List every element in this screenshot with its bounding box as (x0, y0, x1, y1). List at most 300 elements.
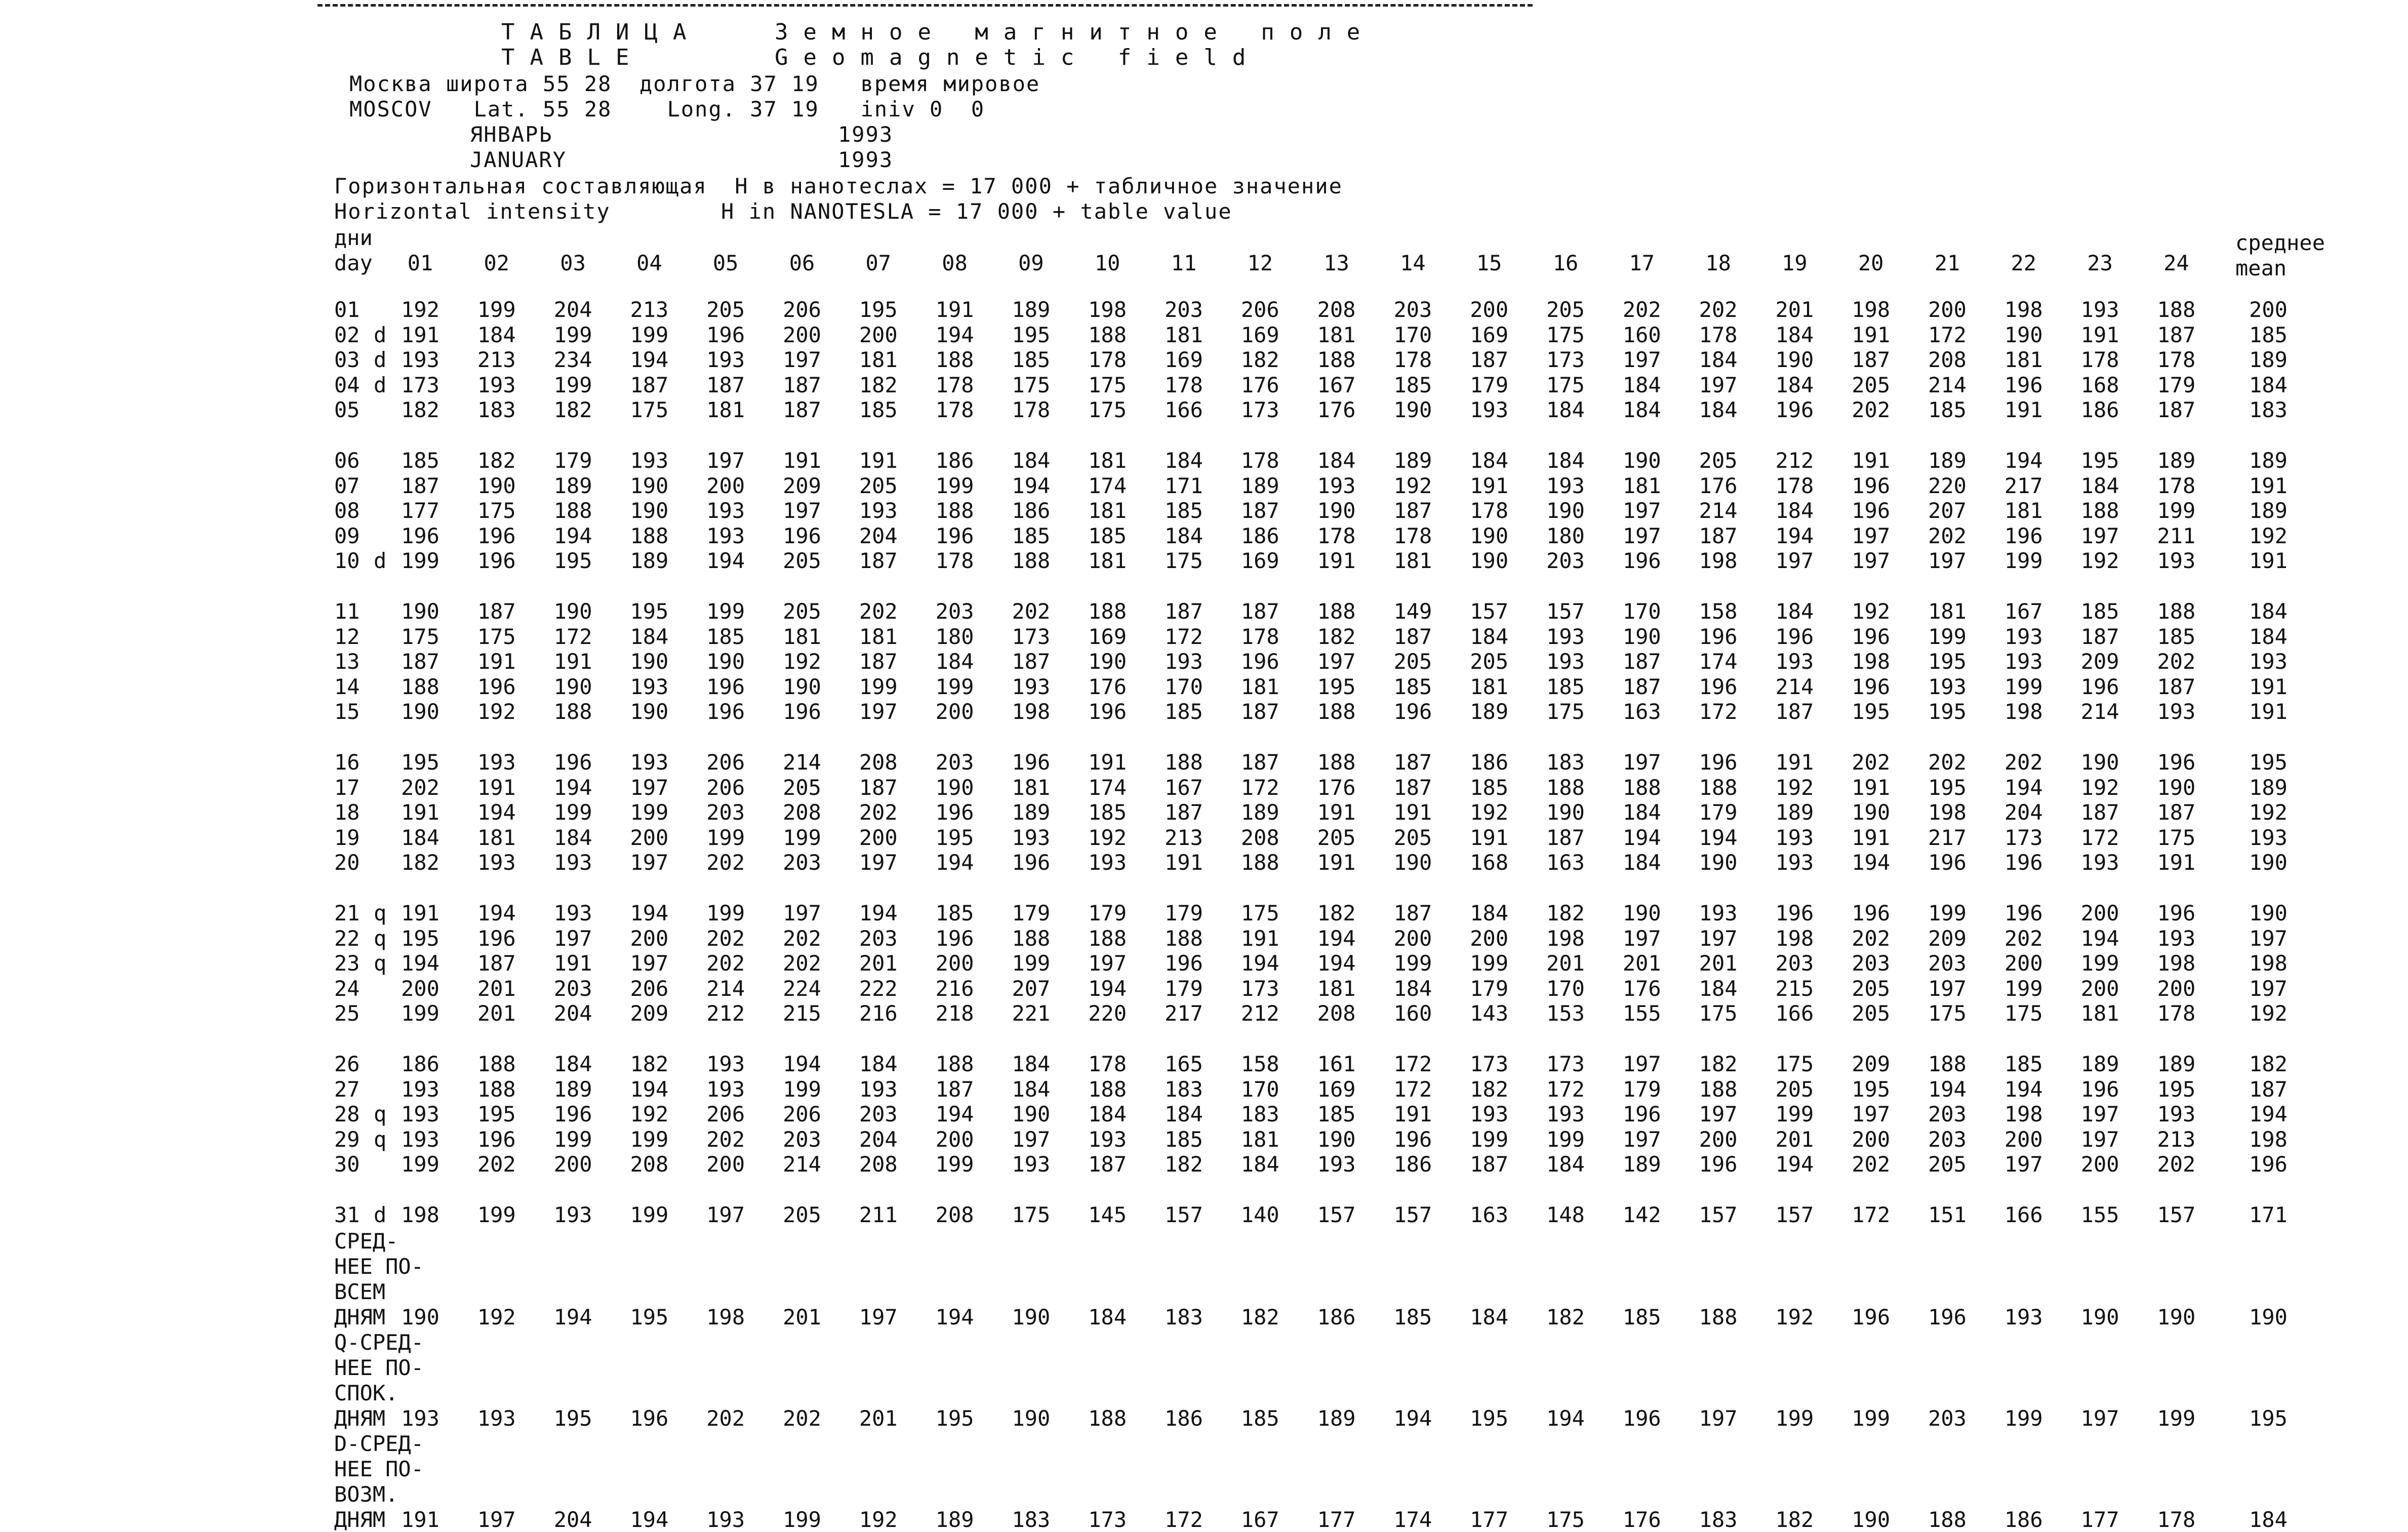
table-cell: 167 (1165, 775, 1203, 800)
table-cell: 211 (859, 1202, 898, 1227)
summary-cell: 167 (1240, 1507, 1279, 1532)
table-cell: 187 (783, 397, 821, 423)
table-cell: 173 (2004, 825, 2043, 850)
table-cell: 155 (1622, 1001, 1661, 1026)
table-cell: 155 (2080, 1202, 2119, 1227)
table-cell: 197 (1699, 1102, 1738, 1127)
subject-en: Geomagnetic field (775, 45, 1261, 70)
summary-cell: 174 (1393, 1507, 1432, 1532)
table-cell: 187 (2080, 624, 2119, 649)
row-mean-cell: 189 (2249, 448, 2287, 473)
summary-label-line: НЕЕ ПО- (334, 1355, 424, 1380)
table-cell: 172 (1393, 1076, 1432, 1102)
table-cell: 195 (1012, 322, 1051, 347)
table-cell: 194 (1088, 976, 1127, 1001)
table-cell: 194 (2004, 775, 2043, 800)
table-cell: 182 (1546, 901, 1585, 925)
hour-header-12: 12 (1247, 251, 1273, 275)
table-cell: 190 (2157, 775, 2196, 800)
table-cell: 191 (1165, 850, 1203, 875)
table-cell: 183 (1240, 1102, 1279, 1127)
table-cell: 198 (2004, 699, 2043, 724)
table-cell: 151 (1928, 1202, 1966, 1227)
table-cell: 208 (1317, 1001, 1356, 1026)
summary-cell: 177 (2080, 1507, 2119, 1532)
table-cell: 200 (935, 1126, 974, 1152)
table-cell: 182 (477, 448, 516, 473)
table-cell: 181 (1470, 674, 1509, 699)
table-cell: 178 (2157, 347, 2196, 373)
table-cell: 202 (1852, 750, 1891, 775)
table-cell: 193 (477, 372, 516, 397)
table-cell: 196 (401, 523, 439, 548)
table-cell: 188 (401, 674, 439, 699)
table-cell: 190 (1088, 649, 1127, 674)
row-mean-cell: 198 (2249, 1126, 2287, 1152)
table-cell: 193 (1317, 473, 1356, 498)
table-cell: 191 (1852, 825, 1891, 850)
table-cell: 203 (1775, 951, 1814, 976)
month-ru: ЯНВАРЬ (470, 122, 553, 147)
table-cell: 179 (1470, 976, 1509, 1001)
summary-label-line: ДНЯМ (334, 1507, 386, 1532)
summary-cell: 196 (1928, 1304, 1966, 1329)
table-cell: 202 (1928, 523, 1966, 548)
table-cell: 206 (706, 775, 745, 800)
row-mean-cell: 184 (2249, 372, 2287, 397)
table-cell: 200 (706, 473, 745, 498)
table-cell: 190 (1622, 901, 1661, 925)
table-cell: 199 (630, 322, 669, 347)
table-cell: 187 (401, 473, 439, 498)
table-cell: 190 (706, 649, 745, 674)
table-cell: 205 (706, 297, 745, 322)
table-cell: 184 (1088, 1102, 1127, 1127)
table-cell: 209 (1852, 1052, 1891, 1076)
table-cell: 198 (1852, 649, 1891, 674)
table-cell: 191 (1852, 322, 1891, 347)
table-cell: 197 (1012, 1126, 1051, 1152)
table-cell: 190 (1699, 850, 1738, 875)
table-cell: 221 (1012, 1001, 1051, 1026)
table-cell: 205 (1546, 297, 1585, 322)
row-day-label: 13 (334, 649, 360, 674)
table-cell: 190 (630, 699, 669, 724)
table-cell: 190 (1012, 1102, 1051, 1127)
table-cell: 193 (401, 1076, 439, 1102)
table-cell: 191 (1240, 925, 1279, 951)
table-cell: 194 (630, 901, 669, 925)
table-cell: 213 (1165, 825, 1203, 850)
table-cell: 200 (1852, 1126, 1891, 1152)
summary-cell: 183 (1165, 1304, 1203, 1329)
table-cell: 170 (1393, 322, 1432, 347)
table-cell: 213 (2157, 1126, 2196, 1152)
table-cell: 190 (477, 473, 516, 498)
table-cell: 185 (859, 397, 898, 423)
table-cell: 190 (630, 473, 669, 498)
table-cell: 176 (1240, 372, 1279, 397)
table-cell: 183 (1165, 1076, 1203, 1102)
table-cell: 205 (1317, 825, 1356, 850)
table-cell: 194 (1012, 473, 1051, 498)
table-cell: 205 (783, 775, 821, 800)
table-cell: 200 (630, 825, 669, 850)
row-day-label: 18 (334, 800, 360, 825)
summary-cell: 178 (2157, 1507, 2196, 1532)
table-cell: 196 (706, 322, 745, 347)
table-cell: 158 (1240, 1052, 1279, 1076)
table-cell: 194 (1928, 1076, 1966, 1102)
table-cell: 188 (1699, 775, 1738, 800)
table-cell: 197 (1699, 372, 1738, 397)
station-ru: Москва широта 55 28 долгота 37 19 время мировое (349, 71, 1040, 96)
table-cell: 193 (553, 850, 592, 875)
row-day-flag: d (374, 372, 387, 397)
table-cell: 193 (2080, 850, 2119, 875)
summary-cell: 182 (1775, 1507, 1814, 1532)
table-cell: 200 (2080, 976, 2119, 1001)
table-cell: 188 (1012, 548, 1051, 574)
summary-cell: 197 (1699, 1405, 1738, 1431)
table-cell: 189 (1775, 800, 1814, 825)
summary-mean-cell: 195 (2249, 1405, 2287, 1431)
table-cell: 187 (1546, 825, 1585, 850)
row-mean-cell: 185 (2249, 322, 2287, 347)
summary-cell: 172 (1165, 1507, 1203, 1532)
table-cell: 201 (477, 1001, 516, 1026)
table-cell: 187 (2157, 397, 2196, 423)
summary-cell: 195 (935, 1405, 974, 1431)
table-cell: 140 (1240, 1202, 1279, 1227)
table-cell: 143 (1470, 1001, 1509, 1026)
table-cell: 197 (1928, 548, 1966, 574)
table-cell: 184 (477, 322, 516, 347)
table-cell: 197 (1622, 347, 1661, 373)
row-mean-cell: 198 (2249, 951, 2287, 976)
table-cell: 196 (1775, 624, 1814, 649)
table-cell: 175 (1088, 372, 1127, 397)
table-cell: 160 (1622, 322, 1661, 347)
summary-cell: 190 (1852, 1507, 1891, 1532)
table-cell: 208 (859, 1152, 898, 1177)
table-cell: 190 (1852, 800, 1891, 825)
row-day-label: 12 (334, 624, 360, 649)
table-cell: 179 (1622, 1076, 1661, 1102)
table-cell: 200 (935, 699, 974, 724)
table-cell: 198 (1699, 548, 1738, 574)
summary-cell: 195 (1470, 1405, 1509, 1431)
row-mean-cell: 200 (2249, 297, 2287, 322)
summary-label-line: ВСЕМ (334, 1279, 386, 1304)
table-cell: 196 (1928, 850, 1966, 875)
table-cell: 190 (1470, 548, 1509, 574)
table-cell: 191 (2080, 322, 2119, 347)
table-cell: 185 (1088, 800, 1127, 825)
summary-cell: 184 (1088, 1304, 1127, 1329)
table-cell: 196 (706, 674, 745, 699)
table-cell: 181 (1088, 448, 1127, 473)
table-cell: 199 (1928, 901, 1966, 925)
table-cell: 193 (706, 498, 745, 523)
row-mean-cell: 191 (2249, 699, 2287, 724)
summary-cell: 196 (1852, 1304, 1891, 1329)
table-cell: 181 (2004, 347, 2043, 373)
row-day-label: 25 (334, 1001, 360, 1026)
hour-header-06: 06 (789, 251, 815, 275)
table-cell: 204 (2004, 800, 2043, 825)
table-cell: 195 (553, 548, 592, 574)
table-cell: 181 (1012, 775, 1051, 800)
table-cell: 197 (630, 951, 669, 976)
hour-header-11: 11 (1171, 251, 1197, 275)
table-cell: 184 (1317, 448, 1356, 473)
table-cell: 190 (935, 775, 974, 800)
table-cell: 180 (935, 624, 974, 649)
table-cell: 199 (1012, 951, 1051, 976)
table-cell: 199 (935, 473, 974, 498)
table-cell: 172 (1393, 1052, 1432, 1076)
table-cell: 161 (1317, 1052, 1356, 1076)
table-cell: 220 (1928, 473, 1966, 498)
table-cell: 200 (1699, 1126, 1738, 1152)
table-cell: 206 (630, 976, 669, 1001)
table-cell: 188 (1317, 699, 1356, 724)
row-day-label: 19 (334, 825, 360, 850)
table-cell: 197 (1622, 1052, 1661, 1076)
row-day-label: 01 (334, 297, 360, 322)
table-cell: 193 (1165, 649, 1203, 674)
table-cell: 190 (1393, 850, 1432, 875)
table-cell: 175 (1775, 1052, 1814, 1076)
table-cell: 184 (553, 825, 592, 850)
row-day-flag: d (374, 347, 387, 373)
table-cell: 191 (1470, 825, 1509, 850)
table-cell: 175 (1928, 1001, 1966, 1026)
row-day-label: 17 (334, 775, 360, 800)
table-cell: 189 (1012, 297, 1051, 322)
row-day-label: 14 (334, 674, 360, 699)
table-cell: 186 (1393, 1152, 1432, 1177)
table-cell: 181 (1240, 1126, 1279, 1152)
row-day-label: 08 (334, 498, 360, 523)
table-cell: 184 (935, 649, 974, 674)
table-cell: 193 (1012, 1152, 1051, 1177)
table-cell: 175 (1240, 901, 1279, 925)
summary-cell: 190 (1012, 1304, 1051, 1329)
table-cell: 199 (1928, 624, 1966, 649)
table-cell: 199 (783, 1076, 821, 1102)
table-cell: 175 (630, 397, 669, 423)
row-mean-cell: 192 (2249, 523, 2287, 548)
row-day-flag: d (374, 548, 387, 574)
table-cell: 197 (783, 498, 821, 523)
table-cell: 203 (1546, 548, 1585, 574)
summary-mean-cell: 190 (2249, 1304, 2287, 1329)
table-cell: 172 (1165, 624, 1203, 649)
table-cell: 196 (1699, 750, 1738, 775)
table-cell: 181 (1088, 548, 1127, 574)
table-cell: 184 (1775, 372, 1814, 397)
summary-cell: 183 (1012, 1507, 1051, 1532)
table-cell: 203 (935, 599, 974, 624)
row-day-label: 24 (334, 976, 360, 1001)
table-cell: 197 (2080, 1102, 2119, 1127)
table-cell: 165 (1165, 1052, 1203, 1076)
table-cell: 193 (1470, 397, 1509, 423)
table-cell: 172 (1928, 322, 1966, 347)
summary-cell: 201 (783, 1304, 821, 1329)
hour-header-19: 19 (1782, 251, 1808, 275)
table-cell: 200 (1393, 925, 1432, 951)
table-cell: 189 (1928, 448, 1966, 473)
table-cell: 186 (401, 1052, 439, 1076)
row-day-flag: q (374, 925, 387, 951)
table-cell: 194 (553, 775, 592, 800)
summary-cell: 202 (706, 1405, 745, 1431)
table-cell: 197 (2004, 1152, 2043, 1177)
table-cell: 197 (1852, 523, 1891, 548)
table-cell: 199 (630, 1202, 669, 1227)
table-cell: 157 (1165, 1202, 1203, 1227)
table-cell: 196 (2004, 901, 2043, 925)
table-cell: 195 (859, 297, 898, 322)
summary-cell: 192 (1775, 1304, 1814, 1329)
table-cell: 196 (2004, 850, 2043, 875)
table-cell: 196 (1012, 850, 1051, 875)
table-cell: 181 (859, 347, 898, 373)
row-day-label: 06 (334, 448, 360, 473)
table-cell: 194 (630, 347, 669, 373)
table-cell: 174 (1699, 649, 1738, 674)
table-cell: 191 (1470, 473, 1509, 498)
table-cell: 197 (859, 850, 898, 875)
row-day-label: 10 (334, 548, 360, 574)
table-cell: 178 (1240, 448, 1279, 473)
table-cell: 194 (1852, 850, 1891, 875)
table-cell: 196 (1852, 624, 1891, 649)
table-cell: 187 (859, 775, 898, 800)
table-cell: 193 (2004, 624, 2043, 649)
table-cell: 184 (1775, 498, 1814, 523)
hour-header-15: 15 (1476, 251, 1502, 275)
table-cell: 196 (1012, 750, 1051, 775)
table-cell: 199 (859, 674, 898, 699)
day-header-ru: дни (334, 225, 373, 250)
table-cell: 196 (935, 800, 974, 825)
table-cell: 199 (2157, 498, 2196, 523)
table-cell: 188 (1699, 1076, 1738, 1102)
table-cell: 199 (1470, 951, 1509, 976)
table-cell: 188 (1622, 775, 1661, 800)
table-cell: 192 (1470, 800, 1509, 825)
table-cell: 157 (1470, 599, 1509, 624)
table-cell: 178 (935, 548, 974, 574)
table-cell: 172 (553, 624, 592, 649)
summary-cell: 188 (1088, 1405, 1127, 1431)
table-cell: 187 (859, 649, 898, 674)
table-cell: 169 (1240, 548, 1279, 574)
table-cell: 196 (553, 1102, 592, 1127)
table-cell: 183 (1546, 750, 1585, 775)
table-cell: 179 (1165, 976, 1203, 1001)
table-cell: 193 (1546, 624, 1585, 649)
row-day-label: 27 (334, 1076, 360, 1102)
row-day-label: 05 (334, 397, 360, 423)
table-cell: 194 (401, 951, 439, 976)
table-cell: 193 (2157, 699, 2196, 724)
table-cell: 194 (1240, 951, 1279, 976)
table-cell: 184 (1546, 1152, 1585, 1177)
table-cell: 193 (630, 674, 669, 699)
table-cell: 198 (1928, 800, 1966, 825)
table-cell: 185 (1317, 1102, 1356, 1127)
table-cell: 191 (1088, 750, 1127, 775)
table-cell: 194 (1699, 825, 1738, 850)
summary-cell: 199 (1775, 1405, 1814, 1431)
hour-header-13: 13 (1323, 251, 1349, 275)
table-cell: 197 (1622, 1126, 1661, 1152)
table-cell: 188 (1165, 925, 1203, 951)
table-cell: 200 (1470, 925, 1509, 951)
summary-cell: 192 (477, 1304, 516, 1329)
table-cell: 175 (401, 624, 439, 649)
table-cell: 175 (1546, 372, 1585, 397)
table-cell: 189 (2157, 1052, 2196, 1076)
summary-cell: 199 (783, 1507, 821, 1532)
table-cell: 200 (630, 925, 669, 951)
table-cell: 205 (1393, 649, 1432, 674)
subject-ru: Земное магнитное поле (775, 19, 1376, 45)
table-cell: 172 (1699, 699, 1738, 724)
summary-cell: 197 (477, 1507, 516, 1532)
table-cell: 190 (1317, 1126, 1356, 1152)
table-cell: 187 (1240, 699, 1279, 724)
table-cell: 170 (1165, 674, 1203, 699)
table-cell: 190 (630, 498, 669, 523)
year-en: 1993 (838, 147, 894, 172)
table-cell: 224 (783, 976, 821, 1001)
table-cell: 166 (1165, 397, 1203, 423)
table-cell: 191 (859, 448, 898, 473)
table-cell: 202 (859, 599, 898, 624)
hour-header-03: 03 (560, 251, 586, 275)
table-cell: 172 (1240, 775, 1279, 800)
table-cell: 205 (1470, 649, 1509, 674)
table-cell: 188 (1012, 925, 1051, 951)
hour-header-20: 20 (1858, 251, 1884, 275)
table-cell: 167 (2004, 599, 2043, 624)
table-cell: 208 (1928, 347, 1966, 373)
table-cell: 188 (630, 523, 669, 548)
table-cell: 190 (401, 699, 439, 724)
table-cell: 189 (553, 1076, 592, 1102)
table-cell: 206 (783, 297, 821, 322)
table-cell: 202 (477, 1152, 516, 1177)
table-cell: 181 (1317, 976, 1356, 1001)
summary-cell: 190 (401, 1304, 439, 1329)
table-cell: 173 (1240, 976, 1279, 1001)
table-cell: 163 (1622, 699, 1661, 724)
hour-header-10: 10 (1094, 251, 1120, 275)
table-cell: 196 (1240, 649, 1279, 674)
summary-cell: 194 (553, 1304, 592, 1329)
table-cell: 185 (706, 624, 745, 649)
summary-cell: 194 (1393, 1405, 1432, 1431)
table-cell: 188 (553, 699, 592, 724)
row-mean-cell: 171 (2249, 1202, 2287, 1227)
table-cell: 189 (2157, 448, 2196, 473)
